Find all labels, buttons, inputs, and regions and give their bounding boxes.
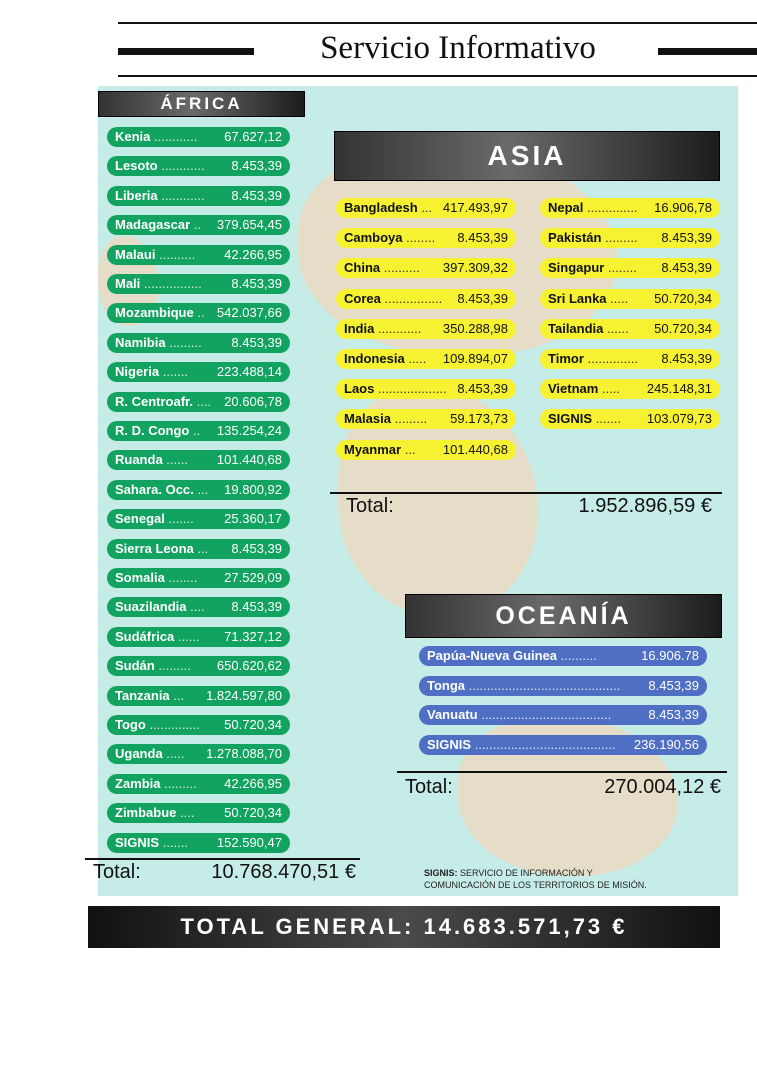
africa-dots: ......... <box>169 334 202 350</box>
asia-left-row <box>336 319 516 339</box>
africa-dots: ... <box>173 687 185 703</box>
africa-amount: 25.360,17 <box>224 511 282 527</box>
signis-note-line1: SERVICIO DE INFORMACIÓN Y <box>457 868 593 878</box>
africa-dots: ....... <box>168 511 194 527</box>
oceania-dots: .......................................... <box>468 677 621 693</box>
africa-dots: ..... <box>166 746 185 762</box>
asia-right-country: Pakistán <box>548 230 602 246</box>
asia-left-dots: ... <box>404 441 416 457</box>
africa-country: Sudáfrica <box>115 628 175 644</box>
asia-right-row <box>540 258 720 278</box>
asia-left-dots: ........ <box>406 230 436 246</box>
oceania-total-label: Total: <box>405 776 453 798</box>
asia-left-dots: ......... <box>394 411 428 427</box>
africa-row <box>107 715 290 735</box>
asia-left-country: Corea <box>344 290 381 306</box>
africa-amount: 20.606,78 <box>224 393 282 409</box>
header-top-rule <box>118 22 757 24</box>
africa-country: Somalia <box>115 570 165 585</box>
asia-right-country: Sri Lanka <box>548 290 607 306</box>
asia-total <box>346 495 712 521</box>
africa-dots: ......... <box>158 658 191 674</box>
asia-left-dots: ................... <box>377 381 447 397</box>
africa-row <box>107 274 290 294</box>
asia-right-dots: ........ <box>607 260 637 276</box>
asia-left-row <box>336 379 516 399</box>
asia-left-amount: 59.173,73 <box>450 411 508 427</box>
africa-dots: .. <box>193 217 202 233</box>
africa-title: ÁFRICA <box>160 94 243 113</box>
asia-header <box>334 131 720 181</box>
africa-dots: ............ <box>154 129 198 144</box>
africa-header <box>98 91 305 117</box>
africa-row <box>107 362 290 382</box>
signis-note-line2: COMUNICACIÓN DE LOS TERRITORIOS DE MISIÓN. <box>424 880 647 890</box>
africa-amount: 101.440,68 <box>216 452 282 468</box>
africa-country: Suazilandia <box>115 599 187 615</box>
africa-amount: 1.824.597,80 <box>206 687 282 703</box>
asia-total-label: Total: <box>346 495 394 517</box>
africa-country: Mali <box>115 276 141 291</box>
africa-row <box>107 127 290 147</box>
africa-amount: 650.620,62 <box>216 658 282 674</box>
asia-right-row <box>540 198 720 218</box>
oceania-row <box>419 705 707 725</box>
asia-right-country: Vietnam <box>548 381 599 397</box>
signis-note <box>424 867 647 891</box>
africa-row <box>107 303 290 323</box>
asia-left-amount: 8.453,39 <box>457 381 508 397</box>
asia-left-amount: 397.309,32 <box>442 260 508 276</box>
africa-row <box>107 833 290 853</box>
africa-total-label: Total: <box>93 861 141 883</box>
asia-right-amount: 8.453,39 <box>661 351 712 366</box>
africa-country: Namibia <box>115 334 166 350</box>
africa-country: Ruanda <box>115 452 163 468</box>
oceania-total-value: 270.004,12 € <box>604 776 721 798</box>
asia-right-row <box>540 228 720 248</box>
africa-dots: ....... <box>162 364 188 380</box>
page-header <box>118 30 757 74</box>
oceania-amount: 236.190,56 <box>633 736 699 752</box>
africa-dots: ........ <box>168 570 198 585</box>
asia-left-country: Bangladesh <box>344 200 418 215</box>
africa-country: SIGNIS <box>115 834 160 850</box>
asia-right-row <box>540 349 720 369</box>
asia-right-amount: 8.453,39 <box>661 230 712 246</box>
asia-right-amount: 103.079,73 <box>646 411 712 427</box>
africa-country: Sierra Leona <box>115 540 194 556</box>
africa-row <box>107 450 290 470</box>
asia-left-amount: 8.453,39 <box>457 290 508 306</box>
africa-country: Malaui <box>115 246 156 262</box>
asia-left-row <box>336 289 516 309</box>
asia-left-amount: 101.440,68 <box>442 441 508 457</box>
oceania-header <box>405 594 722 638</box>
asia-right-row <box>540 289 720 309</box>
africa-dots: ....... <box>162 834 188 850</box>
asia-right-amount: 8.453,39 <box>661 260 712 276</box>
asia-right-dots: ..... <box>610 290 629 306</box>
africa-country: R. D. Congo <box>115 423 190 438</box>
header-right-bar <box>658 48 757 55</box>
header-bottom-rule <box>118 75 757 77</box>
africa-total-value: 10.768.470,51 € <box>211 861 356 883</box>
africa-dots: .... <box>196 393 212 409</box>
oceania-country: SIGNIS <box>427 736 472 752</box>
asia-left-country: Indonesia <box>344 351 405 366</box>
africa-row <box>107 186 290 206</box>
oceania-total-rule <box>397 771 727 773</box>
africa-dots: .............. <box>149 717 201 732</box>
africa-row <box>107 597 290 617</box>
africa-amount: 8.453,39 <box>231 540 282 556</box>
africa-row <box>107 803 290 823</box>
africa-amount: 27.529,09 <box>224 570 282 585</box>
africa-dots: .. <box>193 423 201 438</box>
africa-row <box>107 744 290 764</box>
africa-dots: ................ <box>143 276 202 291</box>
africa-row <box>107 539 290 559</box>
asia-right-country: Nepal <box>548 200 584 215</box>
oceania-amount: 16.906.78 <box>641 648 699 663</box>
africa-amount: 542.037,66 <box>216 305 282 321</box>
africa-country: Togo <box>115 717 146 732</box>
asia-left-dots: ................ <box>384 290 443 306</box>
asia-left-country: Laos <box>344 381 375 397</box>
oceania-amount: 8.453,39 <box>648 677 699 693</box>
oceania-dots: .......... <box>560 648 597 663</box>
asia-right-dots: ....... <box>595 411 621 427</box>
asia-left-dots: ... <box>421 200 433 215</box>
oceania-dots: .................................... <box>481 707 612 722</box>
oceania-row <box>419 735 707 755</box>
asia-left-amount: 417.493,97 <box>442 200 508 215</box>
africa-amount: 8.453,39 <box>231 158 282 174</box>
africa-dots: ............ <box>161 187 205 203</box>
africa-amount: 71.327,12 <box>224 628 282 644</box>
asia-right-amount: 245.148,31 <box>646 381 712 397</box>
africa-row <box>107 509 290 529</box>
africa-country: Sudán <box>115 658 155 674</box>
asia-right-dots: ...... <box>607 320 629 336</box>
asia-total-rule <box>330 492 722 494</box>
asia-left-country: Myanmar <box>344 441 402 457</box>
asia-left-amount: 8.453,39 <box>457 230 508 246</box>
asia-right-row <box>540 409 720 429</box>
africa-dots: ... <box>197 540 209 556</box>
africa-country: Tanzania <box>115 687 170 703</box>
oceania-country: Tonga <box>427 677 466 693</box>
grand-total-banner <box>88 906 720 948</box>
asia-left-row <box>336 440 516 460</box>
africa-country: Lesoto <box>115 158 158 174</box>
africa-dots: ............ <box>161 158 205 174</box>
asia-left-row <box>336 198 516 218</box>
asia-left-row <box>336 409 516 429</box>
africa-amount: 19.800,92 <box>224 481 282 497</box>
africa-row <box>107 686 290 706</box>
africa-amount: 1.278.088,70 <box>206 746 282 762</box>
africa-row <box>107 774 290 794</box>
asia-left-country: India <box>344 320 375 336</box>
africa-amount: 50.720,34 <box>224 805 282 821</box>
africa-dots: ...... <box>166 452 188 468</box>
asia-right-row <box>540 379 720 399</box>
africa-country: Uganda <box>115 746 163 762</box>
oceania-dots: ....................................... <box>474 736 616 752</box>
oceania-row <box>419 676 707 696</box>
asia-right-amount: 50.720,34 <box>654 290 712 306</box>
grand-total-text: TOTAL GENERAL: 14.683.571,73 € <box>180 914 628 939</box>
asia-left-row <box>336 228 516 248</box>
oceania-title: OCEANÍA <box>495 602 632 630</box>
africa-amount: 8.453,39 <box>231 599 282 615</box>
africa-country: Zimbabue <box>115 805 177 821</box>
oceania-country: Vanuatu <box>427 707 478 722</box>
asia-right-country: Timor <box>548 351 584 366</box>
africa-amount: 152.590,47 <box>216 834 282 850</box>
asia-title: ASIA <box>487 140 567 171</box>
africa-row <box>107 656 290 676</box>
africa-country: Nigeria <box>115 364 160 380</box>
signis-note-bold: SIGNIS: <box>424 868 458 878</box>
asia-left-amount: 109.894,07 <box>442 351 508 366</box>
africa-row <box>107 215 290 235</box>
africa-dots: ... <box>197 481 209 497</box>
africa-amount: 223.488,14 <box>216 364 282 380</box>
africa-dots: ......... <box>164 775 197 791</box>
africa-total <box>93 861 356 887</box>
africa-dots: .. <box>197 305 205 321</box>
oceania-country: Papúa-Nueva Guinea <box>427 648 558 663</box>
africa-row <box>107 245 290 265</box>
africa-row <box>107 480 290 500</box>
asia-right-dots: .............. <box>587 351 639 366</box>
africa-row <box>107 392 290 412</box>
oceania-amount: 8.453,39 <box>648 707 699 722</box>
africa-row <box>107 421 290 441</box>
africa-country: Senegal <box>115 511 165 527</box>
africa-country: Kenia <box>115 129 151 144</box>
asia-right-amount: 50.720,34 <box>654 320 712 336</box>
asia-right-row <box>540 319 720 339</box>
asia-right-country: SIGNIS <box>548 411 593 427</box>
asia-right-dots: .............. <box>587 200 638 215</box>
asia-right-dots: ......... <box>605 230 638 246</box>
africa-country: Sahara. Occ. <box>115 481 194 497</box>
africa-row <box>107 627 290 647</box>
africa-row <box>107 568 290 588</box>
asia-left-country: Malasia <box>344 411 391 427</box>
africa-country: Mozambique <box>115 305 194 321</box>
africa-dots: ...... <box>177 628 200 644</box>
asia-left-row <box>336 349 516 369</box>
oceania-row <box>419 646 707 666</box>
asia-left-row <box>336 258 516 278</box>
header-left-bar <box>118 48 254 55</box>
asia-left-country: Camboya <box>344 230 403 246</box>
africa-amount: 379.654,45 <box>216 217 282 233</box>
africa-country: Zambia <box>115 775 161 791</box>
africa-amount: 42.266,95 <box>224 775 282 791</box>
asia-right-country: Tailandia <box>548 320 604 336</box>
asia-left-amount: 350.288,98 <box>442 320 508 336</box>
asia-total-value: 1.952.896,59 € <box>578 495 712 517</box>
africa-amount: 42.266,95 <box>224 246 282 262</box>
africa-row <box>107 333 290 353</box>
asia-right-amount: 16.906,78 <box>654 200 712 215</box>
africa-amount: 8.453,39 <box>231 334 282 350</box>
africa-country: R. Centroafr. <box>115 393 194 409</box>
oceania-total <box>405 776 721 802</box>
africa-amount: 8.453,39 <box>231 276 282 291</box>
asia-left-dots: ............ <box>377 320 422 336</box>
africa-dots: .......... <box>159 246 196 262</box>
africa-amount: 67.627,12 <box>224 129 282 144</box>
africa-dots: .... <box>190 599 205 615</box>
africa-amount: 135.254,24 <box>216 423 282 438</box>
africa-row <box>107 156 290 176</box>
asia-left-dots: .......... <box>383 260 420 276</box>
asia-right-dots: ..... <box>601 381 621 397</box>
africa-country: Liberia <box>115 187 158 203</box>
asia-right-country: Singapur <box>548 260 605 276</box>
page-title: Servicio Informativo <box>320 30 596 66</box>
asia-left-dots: ..... <box>408 351 427 366</box>
africa-amount: 50.720,34 <box>224 717 282 732</box>
africa-dots: .... <box>180 805 195 821</box>
africa-total-rule <box>85 858 360 860</box>
africa-country: Madagascar <box>115 217 191 233</box>
africa-amount: 8.453,39 <box>231 187 282 203</box>
asia-left-country: China <box>344 260 381 276</box>
